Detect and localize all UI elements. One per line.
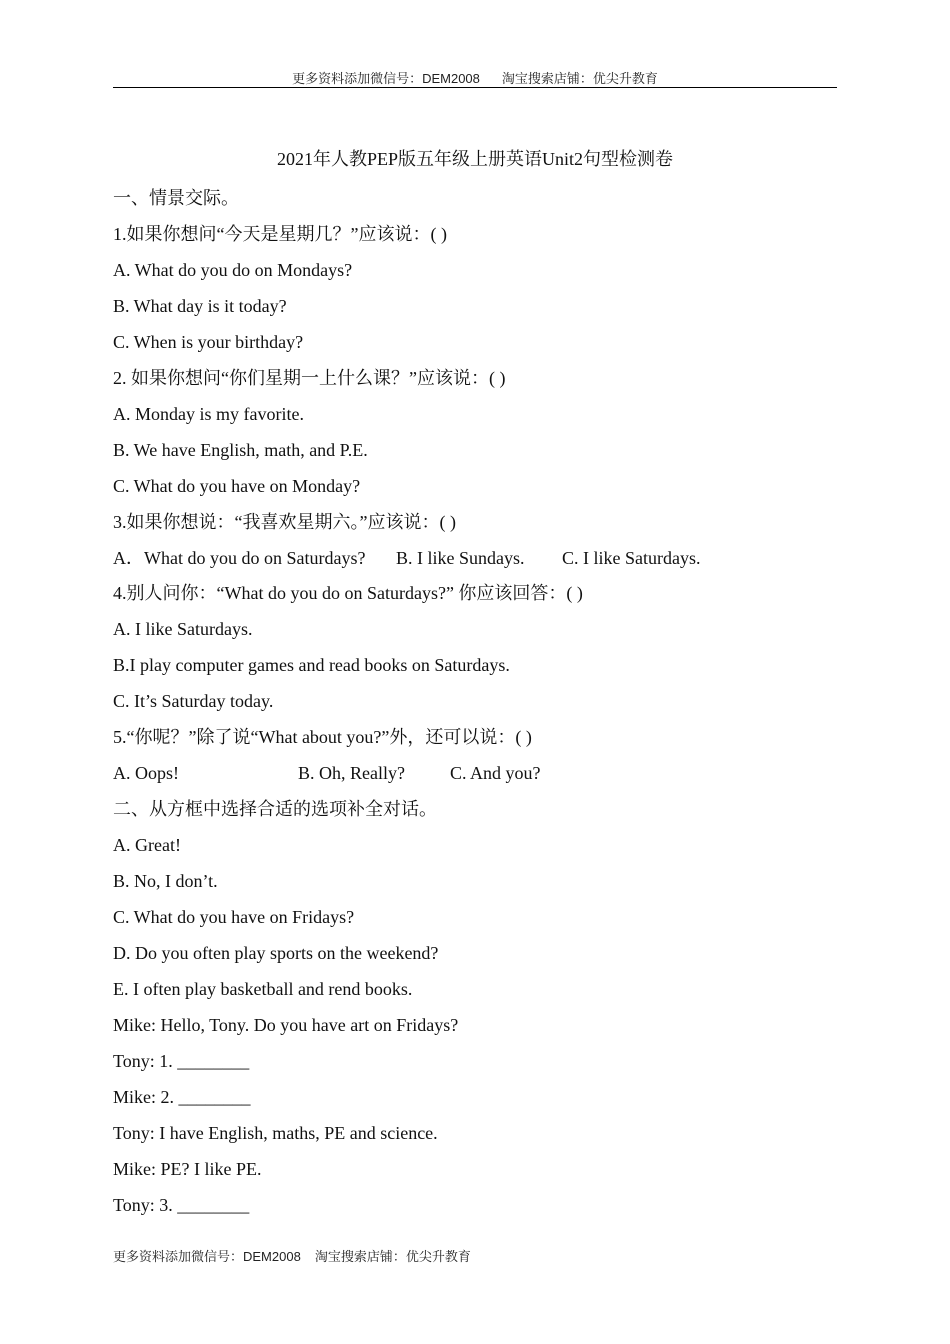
dialogue-line: Tony: 1. ________ — [113, 1050, 250, 1071]
question-3-option-b: B. I like Sundays. — [396, 547, 525, 568]
question-5-option-a: A. Oops! — [113, 763, 179, 784]
question-1-option-a: A. What do you do on Mondays? — [113, 259, 353, 280]
question-1-option-b: B. What day is it today? — [113, 295, 287, 316]
question-2-option-c: C. What do you have on Monday? — [113, 475, 361, 496]
page-title: 2021年人教PEP版五年级上册英语Unit2句型检测卷 — [276, 149, 674, 169]
choice-e: E. I often play basketball and rend books. — [113, 978, 413, 999]
dialogue-line: Mike: PE? I like PE. — [113, 1158, 262, 1179]
section-1-heading: 一、情景交际。 — [113, 188, 239, 208]
question-4-option-b: B.I play computer games and read books on Saturdays. — [113, 655, 510, 676]
question-5-options — [113, 761, 837, 797]
question-3-option-a: A．What do you do on Saturdays? — [113, 547, 366, 568]
question-2-option-a: A. Monday is my favorite. — [113, 403, 304, 424]
dialogue-line: Mike: 2. ________ — [113, 1086, 251, 1107]
question-1-stem: 1.如果你想问“今天是星期几？”应该说：( ) — [113, 223, 447, 244]
question-1-option-c: C. When is your birthday? — [113, 331, 304, 352]
question-2-option-b: B. We have English, math, and P.E. — [113, 439, 368, 460]
question-3-stem: 3.如果你想说：“我喜欢星期六。”应该说：( ) — [113, 511, 456, 532]
question-5-stem: 5.“你呢？”除了说“What about you?”外，还可以说：( ) — [113, 727, 532, 748]
choice-c: C. What do you have on Fridays? — [113, 907, 355, 928]
footer-shop: 淘宝搜索店铺：优尖升教育 — [314, 1249, 471, 1264]
question-3-option-c: C. I like Saturdays. — [562, 547, 701, 568]
document-body — [113, 186, 837, 1229]
question-4-option-a: A. I like Saturdays. — [113, 619, 253, 640]
question-5-option-c: C. And you? — [450, 763, 541, 784]
header-shop: 淘宝搜索店铺：优尖升教育 — [501, 71, 658, 86]
choice-a: A. Great! — [113, 835, 181, 856]
page-footer — [113, 1246, 471, 1265]
question-4-stem: 4.别人问你：“What do you do on Saturdays?” 你应该回答：( ) — [113, 583, 583, 604]
choice-d: D. Do you often play sports on the weekend? — [113, 943, 439, 964]
header-divider — [113, 87, 837, 88]
page-header — [0, 68, 950, 87]
question-2-stem: 2. 如果你想问“你们星期一上什么课？”应该说：( ) — [113, 367, 506, 388]
section-2-heading: 二、从方框中选择合适的选项补全对话。 — [113, 799, 437, 820]
dialogue-line: Mike: Hello, Tony. Do you have art on Fridays? — [113, 1014, 459, 1035]
choice-b: B. No, I don’t. — [113, 871, 218, 892]
dialogue-line: Tony: I have English, maths, PE and science. — [113, 1122, 438, 1143]
question-5-option-b: B. Oh, Really? — [298, 763, 405, 784]
header-wechat: 更多资料添加微信号：DEM2008 — [292, 71, 480, 86]
question-3-options — [113, 546, 837, 582]
question-4-option-c: C. It’s Saturday today. — [113, 691, 274, 712]
dialogue-line: Tony: 3. ________ — [113, 1194, 250, 1215]
footer-wechat: 更多资料添加微信号：DEM2008 — [113, 1249, 301, 1264]
